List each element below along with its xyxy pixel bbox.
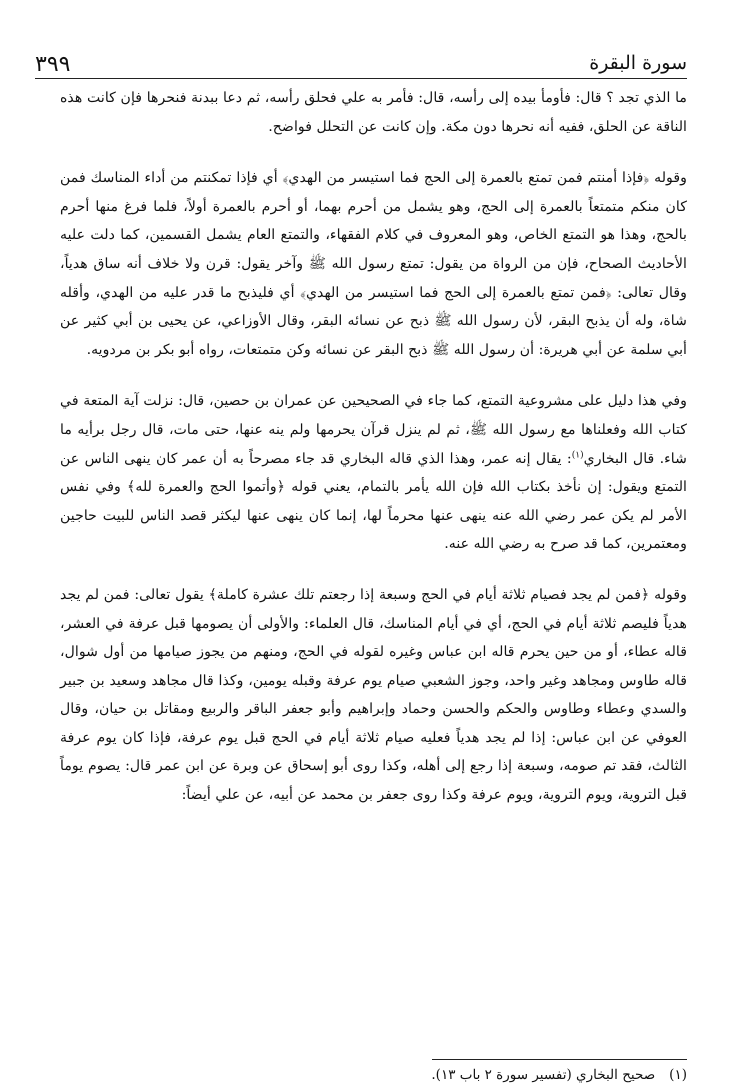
paragraph-2: وقوله ﴿فإذا أمنتم فمن تمتع بالعمرة إلى الحج فما استيسر من الهدي﴾ أي فإذا تمكنتم من أداء المناسك فمن كان منكم متمتعاً بالعمرة إلى الحج، وهو يشمل من أحرم بهما، أو أحرم بالعمرة أولاً، فلما فرغ منها أحرم بالحج، وهذا هو التمتع الخاص، وهو المعروف في كلام الفقهاء، والتمتع العام يشمل القسمين، كما دلت عليه الأحاديث الصحاح، فإن من الرواة من يقول: تمتع رسول الله ﷺ وآخر يقول: قرن ولا خلاف أنه ساق هدياً، وقال تعالى: ﴿فمن تمتع بالعمرة إلى الحج فما استيسر من الهدي﴾ أي فليذبح ما قدر عليه من الهدي، وأقله شاة، وله أن يذبح البقر، لأن رسول الله ﷺ ذبح عن نسائه البقر، وقال الأوزاعي، عن يحيى بن أبي كثير عن أبي سلمة عن أبي هريرة: أن رسول الله ﷺ ذبح البقر عن نسائه وكن متمتعات، رواه أبو بكر بن مردويه. [60,170,687,358]
surah-title: سورة البقرة [589,52,687,74]
paragraph-1: ما الذي تجد ؟ قال: فأومأ بيده إلى رأسه، قال: فأمر به علي فحلق رأسه، ثم دعا ببدنة فنحرها فإن كانت هذه الناقة عن الحلق، ففيه أنه نحرها دون مكة. وإن كانت عن التحلل فواضح. [60,90,687,135]
paragraph-4: وقوله ﴿فمن لم يجد فصيام ثلاثة أيام في الحج وسبعة إذا رجعتم تلك عشرة كاملة﴾ يقول تعالى: فمن لم يجد هدياً فليصم ثلاثة أيام في الحج، أي في أيام المناسك، قال العلماء: والأولى أن يصومها قبل عرفة في العشر، قاله عطاء، أو من حين يحرم قاله ابن عباس وغيره لقوله في الحج، ومنهم من يجوز صيامها من أول شوال، قاله طاوس ومجاهد وغير واحد، وجوز الشعبي صيام يوم عرفة وقبله يومين، وكذا قال مجاهد وسعيد بن جبير والسدي وعطاء وطاوس والحكم والحسن وحماد وإبراهيم وأبو جعفر الباقر والربيع ومقاتل بن حيان، وقال العوفي عن ابن عباس: إذا لم يجد هدياً فعليه صيام ثلاثة أيام في الحج قبل يوم عرفة، فإذا كان يوم عرفة الثالث، فقد تم صومه، وسبعة إذا رجع إلى أهله، وكذا روى أبو إسحاق عن وبرة عن ابن عمر قال: يصوم يوماً قبل التروية، ويوم التروية، ويوم عرفة وكذا روى جعفر بن محمد عن أبيه، عن علي أيضاً: [60,586,687,804]
footnote-reference[interactable]: (١) [571,449,584,460]
page-number: ٣٩٩ [35,52,71,77]
footnote-text: صحيح البخاري (تفسير سورة ٢ باب ١٣). [431,1067,656,1083]
footnote-number: (١) [669,1067,687,1083]
main-text [60,84,687,810]
paragraph-3-part-1: وفي هذا دليل على مشروعية التمتع، كما جاء في الصحيحين عن عمران بن حصين، قال: نزلت آية المتعة في كتاب الله وفعلناها مع رسول الله ﷺ، ثم لم ينزل قرآن يحرمها ولم ينه عنها، حتى مات، قال رجل برأيه ما شاء. قال البخاري [60,393,688,467]
footnote-divider [432,1059,687,1060]
paragraph-3-part-2: : يقال إنه عمر، وهذا الذي قاله البخاري قد جاء مصرحاً به أن عمر كان ينهى الناس عن التمتع ويقول: إن نأخذ بكتاب الله فإن الله يأمر بالتمام، يعني قوله ﴿وأتموا الحج والعمرة لله﴾ وفي نفس الأمر لم يكن عمر رضي الله عنه ينهى عنها محرماً لها، إنما كان ينهى عنها ليكثر قصد الناس للبيت حاجين ومعتمرين، كما قد صرح به رضي الله عنه. [60,450,687,553]
paragraph-3 [60,387,687,559]
footnote [60,1064,687,1086]
page-header [35,48,687,79]
